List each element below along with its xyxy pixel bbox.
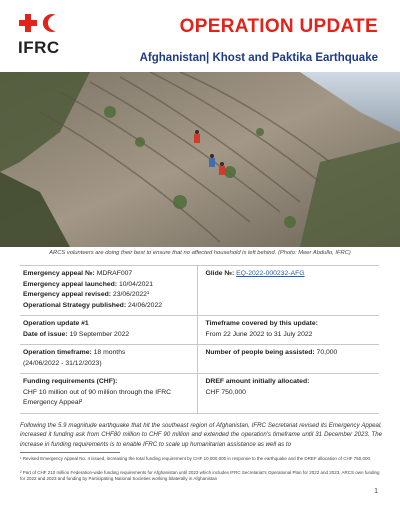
op-timeframe-dates: (24/06/2022 - 31/12/2023) (23, 359, 102, 367)
revised-date: 23/06/2022¹ (112, 291, 150, 298)
launched-label: Emergency appeal launched: (23, 280, 118, 288)
funding-label: Funding requirements (CHF): (23, 378, 118, 385)
page-number: 1 (374, 488, 378, 495)
header (0, 0, 400, 70)
people-count: 70,000 (316, 349, 338, 356)
page-title: OPERATION UPDATE (179, 16, 378, 37)
strategy-label: Operational Strategy published: (23, 301, 127, 309)
people-label: Number of people being assisted: (205, 349, 315, 356)
appeal-info-table (20, 265, 379, 414)
footnote-divider (20, 452, 120, 453)
info-row (20, 344, 379, 373)
strategy-date: 24/06/2022 (128, 301, 163, 309)
issue-date: 19 September 2022 (69, 330, 130, 338)
info-row (20, 373, 379, 414)
launched-date: 10/04/2021 (118, 280, 153, 288)
dref-label: DREF amount initially allocated: (205, 378, 310, 385)
op-timeframe-label: Operation timeframe: (23, 349, 92, 356)
issue-label: Date of issue: (23, 330, 68, 338)
logo-text: IFRC (18, 38, 60, 57)
update-label: Operation update #1 (23, 320, 89, 327)
revised-label: Emergency appeal revised: (23, 291, 112, 298)
footnote-1: ¹ Revised Emergency Appeal No. 4 issued, increasing the total funding requirement by CHF 10,000,000 in response to the earthquake and the DREF allocation of CHF 750,000. (20, 456, 372, 461)
glide-label: Glide №: (205, 270, 235, 277)
info-row (20, 315, 379, 344)
cover-photo (0, 72, 400, 247)
photo-caption: ARCS volunteers are doing their best to ensure that no affected household is left behind. (Photo: Meer Abdullo, IFRC) (49, 250, 351, 256)
timeframe-value: From 22 June 2022 to 31 July 2022 (205, 330, 313, 338)
glide-link[interactable]: EQ-2022-000232-AFG (236, 270, 305, 277)
info-row (20, 265, 379, 315)
footnote-2: ² Part of CHF 210 million Federation-wide funding requirements for Afghanistan until 2023 which includes IFRC Secretariat's Operational Plan for 2022 and 2023, ARCS own funding for 2022 and 2023 and funding by Participating National Societies working bilaterally in Afghanistan (20, 470, 380, 482)
timeframe-label: Timeframe covered by this update: (205, 320, 318, 327)
appeal-no-label: Emergency appeal №: (23, 270, 95, 277)
op-timeframe: 18 months (93, 349, 126, 356)
body-paragraph: Following the 5.9 magnitude earthquake that hit the southeast region of Afghanistan, IFRC Secretariat revised its Emergency Appeal, increased it funding ask from CHF80 million to CHF 90 million and extended the operation's timeframe until 31 December 2023. The increase in funding requirements is to enable IFRC to scale up humanitarian assistance as well as to (20, 422, 382, 448)
page-subtitle: Afghanistan| Khost and Paktika Earthquake (139, 52, 378, 64)
dref-value: CHF 750,000 (205, 388, 246, 396)
funding-value: CHF 10 million out of 90 million through the IFRC Emergency Appeal² (23, 388, 172, 406)
appeal-no: MDRAF007 (96, 270, 133, 277)
